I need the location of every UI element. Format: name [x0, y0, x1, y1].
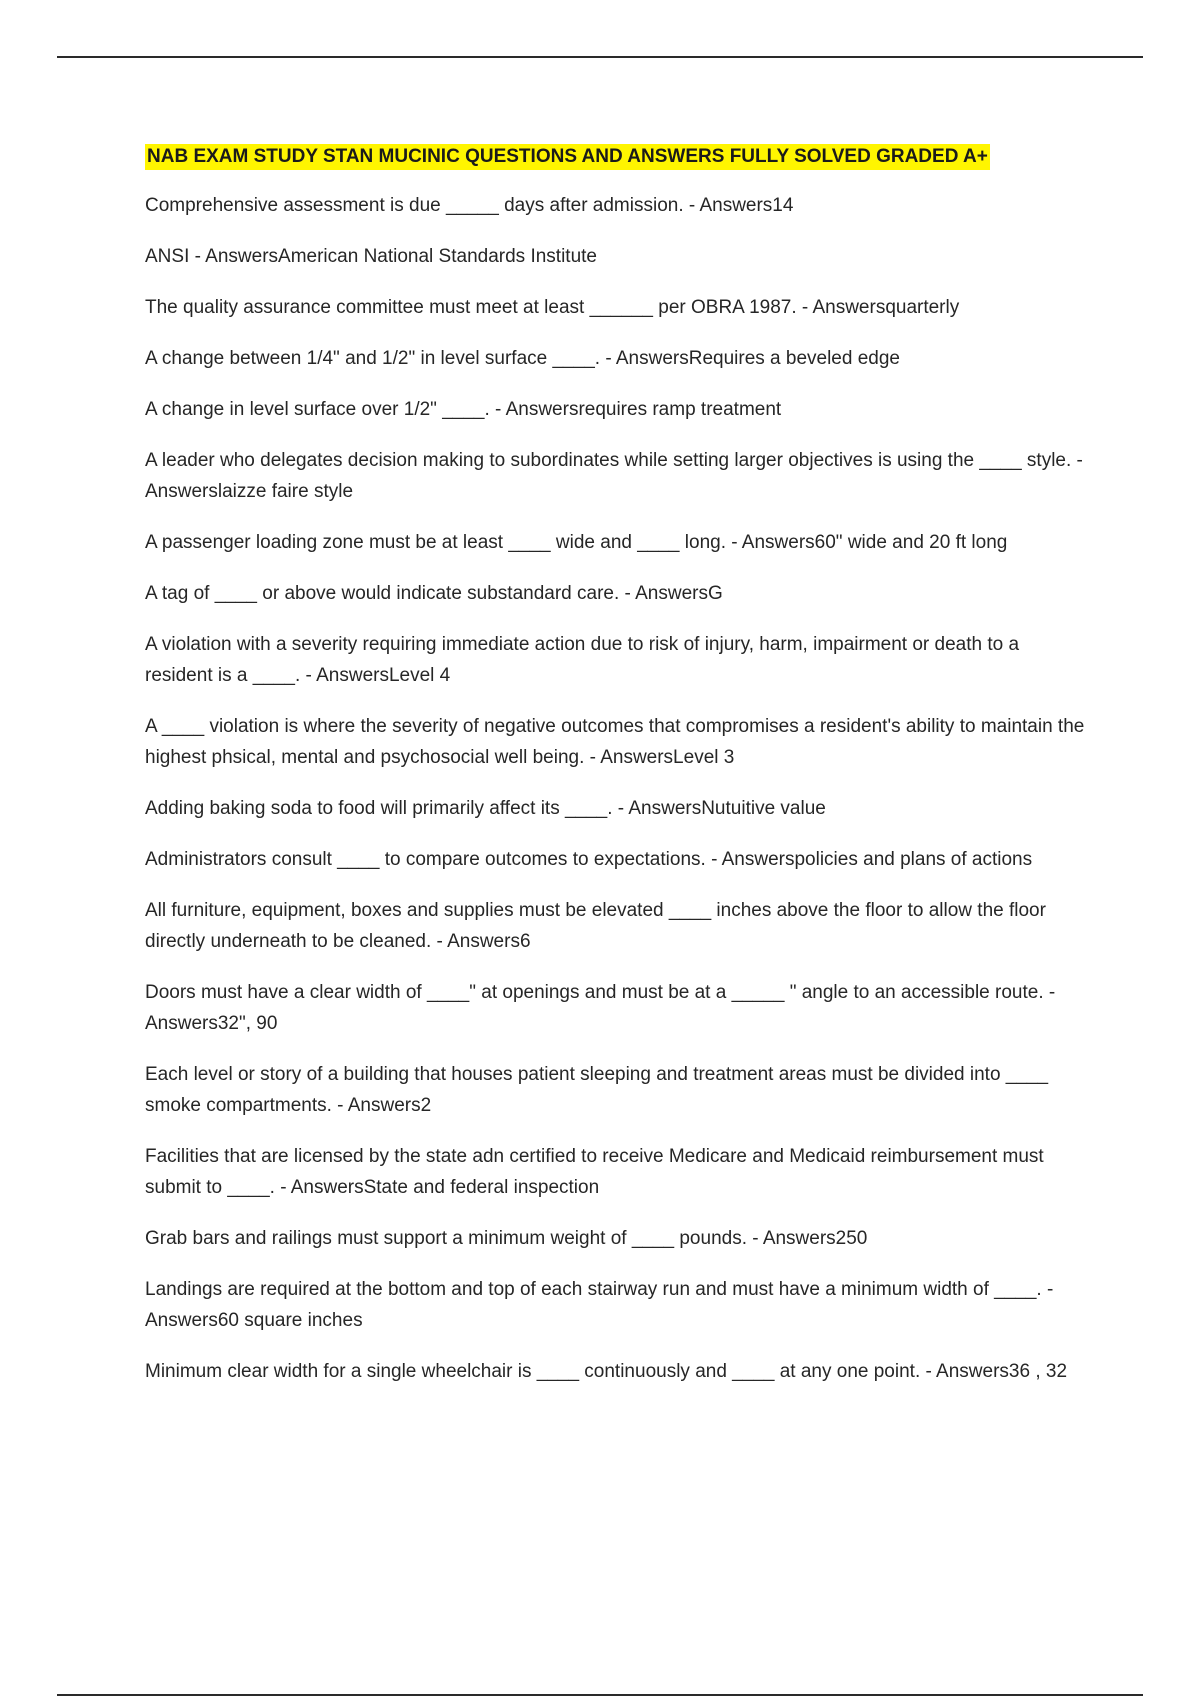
qa-item-7: A passenger loading zone must be at least ____ wide and ____ long. - Answers60" wide and 20 ft long — [145, 532, 1008, 553]
qa-item-4: A change between 1/4" and 1/2" in level surface ____. - AnswersRequires a beveled edge — [145, 348, 900, 369]
qa-item-16: Facilities that are licensed by the state adn certified to receive Medicare and Medicaid reimbursement must submit to ____. - AnswersState and federal inspection — [145, 1146, 1044, 1198]
qa-item-13: All furniture, equipment, boxes and supplies must be elevated ____ inches above the floor to allow the floor directly underneath to be cleaned. - Answers6 — [145, 900, 1046, 952]
qa-item-9: A violation with a severity requiring immediate action due to risk of injury, harm, impairment or death to a resident is a ____. - AnswersLevel 4 — [145, 634, 1020, 686]
qa-item-19: Minimum clear width for a single wheelchair is ____ continuously and ____ at any one point. - Answers36 , 32 — [145, 1361, 1068, 1382]
qa-item-17: Grab bars and railings must support a minimum weight of ____ pounds. - Answers250 — [145, 1228, 868, 1249]
qa-item-3: The quality assurance committee must meet at least ______ per OBRA 1987. - Answersquarterly — [145, 297, 960, 318]
header-rule — [57, 56, 1143, 58]
qa-item-10: A ____ violation is where the severity of negative outcomes that compromises a resident's ability to maintain the highest phsical, mental and psychosocial well being. - AnswersLevel 3 — [145, 716, 1085, 768]
document-title: NAB EXAM STUDY STAN MUCINIC QUESTIONS AND ANSWERS FULLY SOLVED GRADED A+ — [145, 144, 990, 170]
qa-item-15: Each level or story of a building that houses patient sleeping and treatment areas must be divided into ____ smoke compartments. - Answers2 — [145, 1064, 1049, 1116]
document-body — [145, 144, 1090, 1407]
qa-item-14: Doors must have a clear width of ____" at openings and must be at a _____ " angle to an accessible route. - Answers32", 90 — [145, 982, 1056, 1034]
qa-item-5: A change in level surface over 1/2" ____. - Answersrequires ramp treatment — [145, 399, 782, 420]
qa-item-6: A leader who delegates decision making to subordinates while setting larger objectives is using the ____ style. - Answerslaizze faire style — [145, 450, 1083, 502]
qa-item-18: Landings are required at the bottom and top of each stairway run and must have a minimum width of ____. - Answers60 square inches — [145, 1279, 1054, 1331]
qa-item-2: ANSI - AnswersAmerican National Standards Institute — [145, 246, 597, 267]
qa-item-11: Adding baking soda to food will primarily affect its ____. - AnswersNutuitive value — [145, 798, 826, 819]
qa-item-12: Administrators consult ____ to compare outcomes to expectations. - Answerspolicies and plans of actions — [145, 849, 1033, 870]
footer-rule — [57, 1694, 1143, 1696]
qa-item-8: A tag of ____ or above would indicate substandard care. - AnswersG — [145, 583, 723, 604]
qa-item-1: Comprehensive assessment is due _____ days after admission. - Answers14 — [145, 195, 794, 216]
